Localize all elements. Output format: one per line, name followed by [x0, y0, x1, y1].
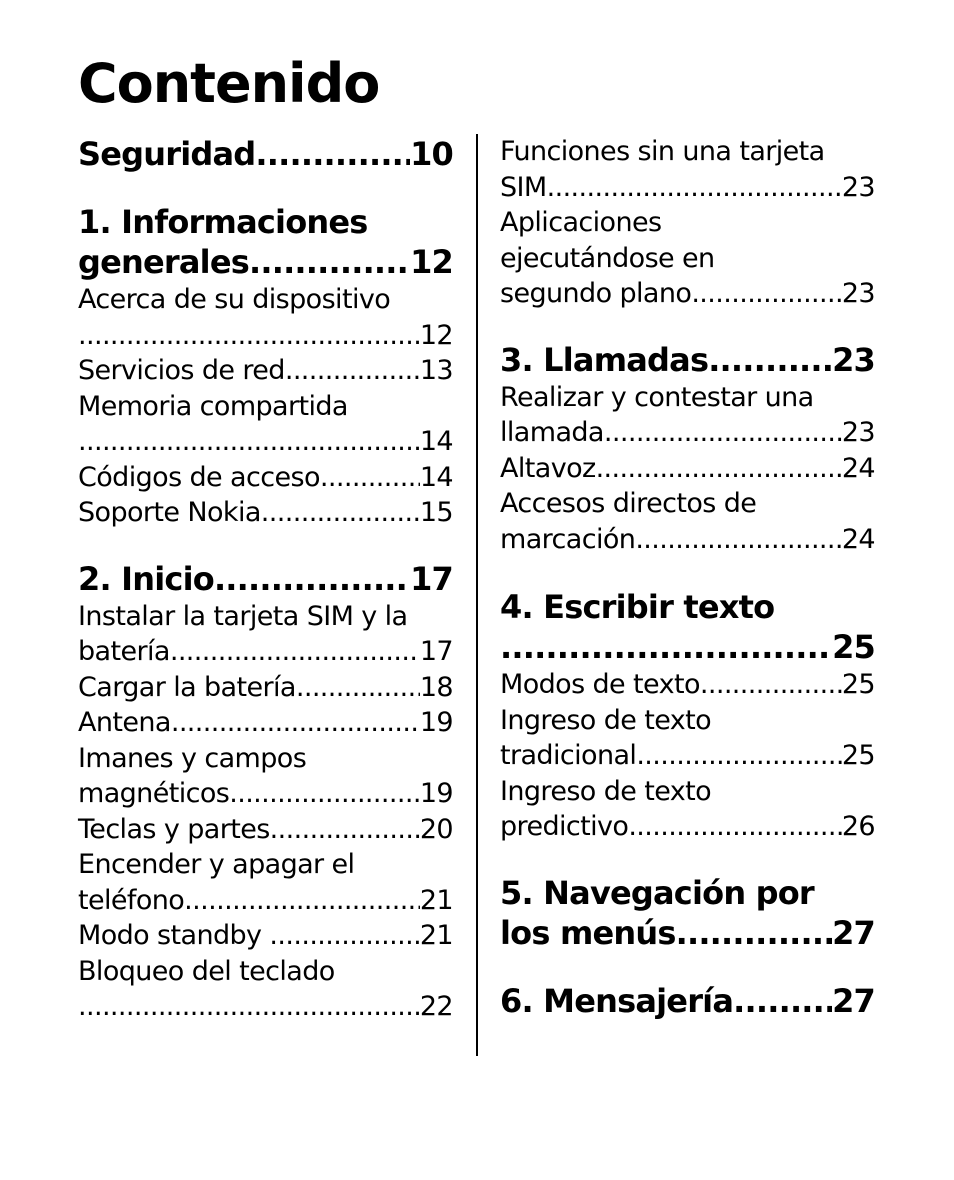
dot-leader	[249, 242, 410, 282]
dot-leader	[708, 340, 832, 380]
toc-page-number: 14	[419, 461, 453, 493]
toc-entry-text: Cargar la batería	[78, 671, 296, 703]
toc-page-number: 20	[419, 813, 453, 845]
toc-entry-text: Servicios de red	[78, 355, 285, 386]
toc-page-number: 13	[419, 355, 453, 386]
toc-chapter-entry[interactable]	[78, 202, 453, 282]
dot-leader	[500, 627, 832, 667]
toc-entry-text: Soporte Nokia	[78, 497, 261, 528]
toc-page-number: 24	[841, 523, 875, 555]
toc-entry-text: 2. Inicio	[78, 559, 214, 598]
toc-entry-text: 3. Llamadas	[500, 340, 709, 379]
dot-leader	[170, 634, 420, 670]
toc-page-number: 21	[419, 920, 453, 951]
toc-entry-text: 6. Mensajería	[500, 981, 734, 1020]
toc-item-entry[interactable]	[500, 774, 875, 845]
toc-entry-text: Antena	[78, 707, 171, 738]
dot-leader	[78, 989, 420, 1025]
dot-leader	[78, 318, 420, 354]
toc-entry-text: Códigos de acceso	[78, 461, 320, 493]
toc-page-number: 17	[419, 636, 453, 667]
toc-entry-text: predictivo	[500, 811, 629, 842]
toc-entry-text: Funciones sin una tarjeta	[500, 136, 825, 167]
toc-page-number: 22	[419, 991, 453, 1022]
toc-item-entry[interactable]	[500, 486, 875, 557]
toc-entry-text: marcación	[500, 523, 636, 555]
toc-page-number: 27	[832, 913, 875, 952]
dot-leader	[547, 170, 842, 206]
toc-entry-text: Acerca de su dispositivo	[78, 284, 391, 315]
toc-page-number: 15	[419, 497, 453, 528]
toc-page-number: 17	[410, 559, 453, 598]
toc-chapter-entry[interactable]	[500, 981, 875, 1021]
dot-leader	[604, 415, 842, 451]
toc-entry-text: magnéticos	[78, 778, 230, 809]
toc-item-entry[interactable]	[78, 670, 453, 706]
toc-page-number: 23	[841, 278, 875, 309]
dot-leader	[184, 883, 420, 919]
toc-entry-text: Realizar y contestar una	[500, 381, 814, 413]
dot-leader	[320, 460, 420, 496]
toc-column-left	[78, 134, 453, 1025]
toc-entry-text: ejecutándose en	[500, 242, 715, 274]
toc-entry-text: 5. Navegación por	[500, 873, 814, 912]
toc-entry-text: Teclas y partes	[78, 813, 270, 845]
toc-page-number: 19	[419, 707, 453, 738]
toc-item-entry[interactable]	[78, 495, 453, 531]
toc-item-entry[interactable]	[78, 389, 453, 460]
toc-item-entry[interactable]	[78, 460, 453, 496]
dot-leader	[636, 738, 842, 774]
toc-entry-text: batería	[78, 636, 170, 667]
toc-item-entry[interactable]	[78, 847, 453, 918]
toc-chapter-entry[interactable]	[500, 873, 875, 953]
toc-item-entry[interactable]	[500, 703, 875, 774]
dot-leader	[700, 667, 842, 703]
dot-leader	[78, 424, 420, 460]
toc-chapter-entry[interactable]	[500, 340, 875, 380]
page-title: Contenido	[78, 52, 380, 115]
toc-item-entry[interactable]	[78, 954, 453, 1025]
toc-entry-text: los menús	[500, 913, 676, 952]
toc-entry-text: teléfono	[78, 884, 185, 916]
toc-page-number: 10	[410, 135, 453, 173]
toc-page-number: 12	[419, 319, 453, 351]
toc-page-number: 21	[419, 884, 453, 916]
toc-item-entry[interactable]	[500, 451, 875, 487]
dot-leader	[635, 522, 842, 558]
toc-item-entry[interactable]	[78, 918, 453, 954]
toc-entry-text: Modo standby	[78, 920, 270, 951]
dot-leader	[733, 981, 832, 1021]
dot-leader	[596, 451, 842, 487]
toc-entry-text: 1. Informaciones	[78, 203, 368, 241]
toc-page-number: 25	[841, 669, 875, 700]
toc-chapter-entry[interactable]	[78, 134, 453, 174]
toc-page-number: 26	[841, 811, 875, 842]
dot-leader	[255, 134, 410, 174]
toc-entry-text: Imanes y campos	[78, 742, 307, 774]
toc-page-number: 19	[419, 778, 453, 809]
dot-leader	[285, 353, 420, 389]
toc-entry-text: segundo plano	[500, 278, 692, 309]
toc-entry-text: tradicional	[500, 740, 637, 771]
toc-page-number: 27	[832, 981, 875, 1020]
toc-entry-text: Memoria compartida	[78, 390, 348, 422]
toc-entry-text: generales	[78, 243, 249, 281]
toc-item-entry[interactable]	[500, 205, 875, 312]
dot-leader	[628, 809, 842, 845]
toc-entry-text: Instalar la tarjeta SIM y la	[78, 600, 408, 632]
toc-entry-text: Altavoz	[500, 452, 596, 484]
toc-page-number: 23	[841, 171, 875, 203]
toc-entry-text: SIM	[500, 171, 547, 203]
toc-entry-text: Accesos directos de	[500, 488, 757, 519]
dot-leader	[676, 913, 832, 953]
toc-entry-text: Encender y apagar el	[78, 849, 355, 880]
toc-page-number: 23	[832, 340, 875, 379]
toc-entry-text: Bloqueo del teclado	[78, 955, 335, 987]
dot-leader	[691, 276, 842, 312]
toc-entry-text: Ingreso de texto	[500, 704, 712, 736]
toc-chapter-entry[interactable]	[500, 587, 875, 667]
dot-leader	[296, 670, 420, 706]
toc-page-number: 25	[832, 628, 875, 666]
toc-item-entry[interactable]	[78, 705, 453, 741]
toc-page-number: 14	[419, 426, 453, 457]
dot-leader	[229, 776, 420, 812]
toc-page-number: 25	[841, 740, 875, 771]
toc-item-entry[interactable]	[78, 812, 453, 848]
dot-leader	[261, 495, 420, 531]
toc-item-entry[interactable]	[78, 599, 453, 670]
toc-item-entry[interactable]	[500, 134, 875, 205]
toc-item-entry[interactable]	[78, 741, 453, 812]
toc-item-entry[interactable]	[500, 380, 875, 451]
toc-page-number: 18	[419, 671, 453, 703]
dot-leader	[214, 559, 410, 599]
dot-leader	[270, 812, 420, 848]
toc-entry-text: Seguridad	[78, 135, 256, 173]
toc-chapter-entry[interactable]	[78, 559, 453, 599]
toc-entry-text: Modos de texto	[500, 669, 700, 700]
column-divider	[476, 134, 478, 1056]
toc-column-right	[500, 134, 875, 1021]
dot-leader	[269, 918, 419, 954]
toc-entry-text: llamada	[500, 417, 604, 448]
dot-leader	[171, 705, 420, 741]
toc-page-number: 12	[410, 243, 453, 281]
toc-page-number: 24	[841, 452, 875, 484]
toc-page-number: 23	[841, 417, 875, 448]
toc-entry-text: Ingreso de texto	[500, 775, 712, 807]
toc-item-entry[interactable]	[78, 353, 453, 389]
toc-entry-text: 4. Escribir texto	[500, 588, 775, 626]
toc-entry-text: Aplicaciones	[500, 207, 662, 238]
toc-item-entry[interactable]	[78, 282, 453, 353]
toc-item-entry[interactable]	[500, 667, 875, 703]
